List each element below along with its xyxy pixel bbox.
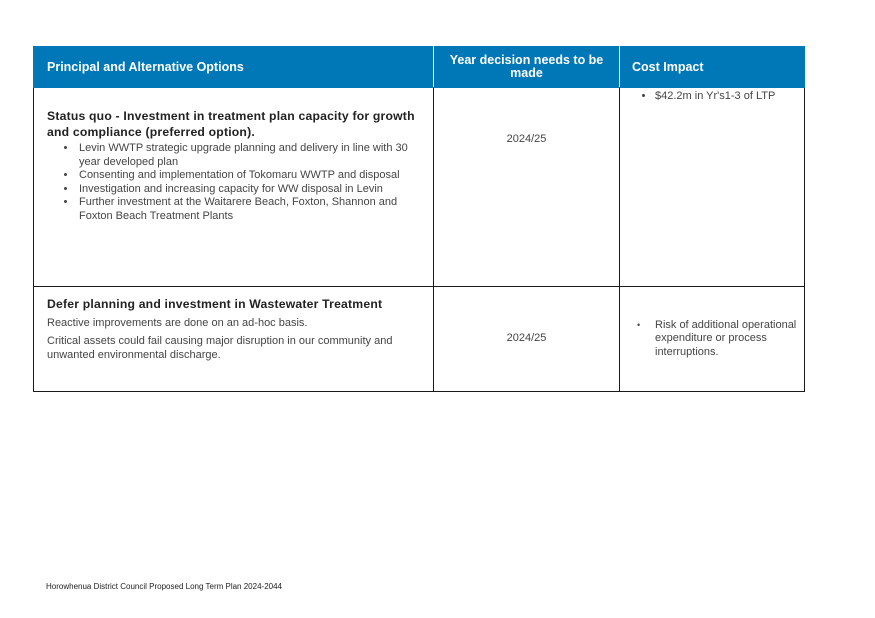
list-item: • Consenting and implementation of Tokomaru WWTP and disposal <box>77 169 423 183</box>
cost-cell <box>620 88 805 287</box>
option-title: Defer planning and investment in Wastewater Treatment <box>47 297 383 311</box>
cost-list <box>635 90 798 104</box>
list-item: • $42.2m in Yr's1-3 of LTP <box>655 90 798 104</box>
header-options: Principal and Alternative Options <box>34 47 434 88</box>
option-bullet-list <box>47 142 423 223</box>
list-item: • Risk of additional operational expenditure or process interruptions. <box>655 319 798 360</box>
header-year: Year decision needs to be made <box>434 47 620 88</box>
year-cell: 2024/25 <box>434 88 620 287</box>
list-item: • Investigation and increasing capacity for WW disposal in Levin <box>77 183 423 197</box>
header-cost: Cost Impact <box>620 47 805 88</box>
table-row <box>34 287 805 392</box>
table-header-row <box>34 47 805 88</box>
list-item: • Levin WWTP strategic upgrade planning and delivery in line with 30 year developed plan <box>77 142 423 169</box>
table-row <box>34 88 805 287</box>
cost-cell <box>620 287 805 392</box>
option-paragraph: Critical assets could fail causing major disruption in our community and unwanted environmental discharge. <box>47 335 393 361</box>
option-paragraph: Reactive improvements are done on an ad-hoc basis. <box>47 317 308 329</box>
options-table <box>33 46 805 392</box>
list-item: • Further investment at the Waitarere Beach, Foxton, Shannon and Foxton Beach Treatment Plants <box>77 196 423 223</box>
option-cell <box>34 88 434 287</box>
cost-list <box>635 319 798 360</box>
year-cell: 2024/25 <box>434 287 620 392</box>
page-footer: Horowhenua District Council Proposed Long Term Plan 2024-2044 <box>46 582 282 591</box>
option-title: Status quo - Investment in treatment plan capacity for growth and compliance (preferred option). <box>47 109 415 139</box>
option-cell <box>34 287 434 392</box>
